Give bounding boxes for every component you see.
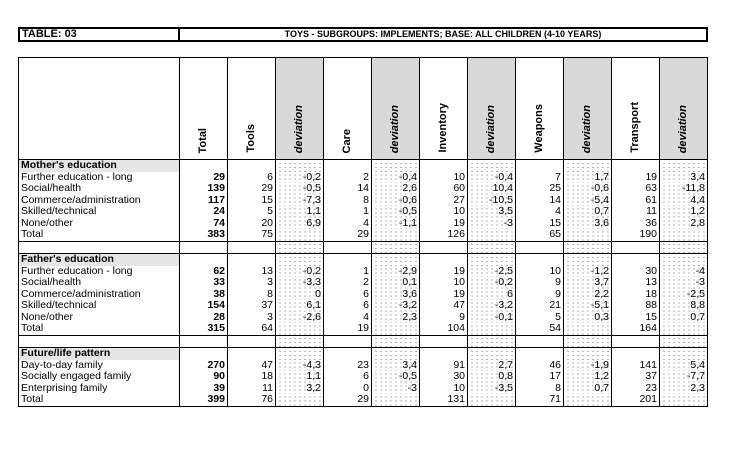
row-label: Skilled/technical <box>19 300 180 312</box>
table-row <box>19 300 708 312</box>
table-row <box>19 289 708 301</box>
total-row <box>19 229 708 241</box>
value-cell: 36 <box>612 218 660 230</box>
deviation-cell: 4,4 <box>660 195 708 207</box>
col-header-total: Total <box>180 58 228 160</box>
empty-cell <box>276 348 324 360</box>
value-cell: 23 <box>612 383 660 395</box>
spacer-cell <box>276 241 324 254</box>
spacer-cell <box>19 241 180 254</box>
value-cell: 383 <box>180 229 228 241</box>
value-cell: 1 <box>324 266 372 278</box>
deviation-cell <box>372 229 420 241</box>
row-label: Commerce/administration <box>19 195 180 207</box>
value-cell: 24 <box>180 206 228 218</box>
deviation-cell: 3,4 <box>372 360 420 372</box>
deviation-cell: 0,7 <box>660 312 708 324</box>
deviation-cell: -3 <box>660 277 708 289</box>
value-cell: 90 <box>180 371 228 383</box>
section-header-row <box>19 254 708 266</box>
value-cell: 3 <box>228 312 276 324</box>
deviation-cell: -1,2 <box>564 266 612 278</box>
value-cell: 164 <box>612 323 660 335</box>
value-cell: 6 <box>228 172 276 184</box>
deviation-cell <box>660 229 708 241</box>
table-row <box>19 312 708 324</box>
empty-cell <box>420 254 468 266</box>
header-row <box>19 58 708 160</box>
deviation-cell <box>660 394 708 406</box>
empty-cell <box>180 160 228 172</box>
value-cell: 4 <box>324 312 372 324</box>
value-cell: 9 <box>516 289 564 301</box>
value-cell: 21 <box>516 300 564 312</box>
value-cell: 54 <box>516 323 564 335</box>
deviation-cell <box>660 323 708 335</box>
deviation-cell <box>564 229 612 241</box>
deviation-cell <box>468 323 516 335</box>
empty-cell <box>180 348 228 360</box>
value-cell: 71 <box>516 394 564 406</box>
deviation-cell: 6,1 <box>276 300 324 312</box>
row-label: Skilled/technical <box>19 206 180 218</box>
value-cell: 20 <box>228 218 276 230</box>
deviation-cell <box>372 394 420 406</box>
empty-cell <box>516 254 564 266</box>
section-header-row <box>19 348 708 360</box>
spacer-cell <box>372 335 420 348</box>
value-cell: 30 <box>612 266 660 278</box>
deviation-cell: 1,2 <box>660 206 708 218</box>
table-row <box>19 383 708 395</box>
empty-cell <box>516 348 564 360</box>
value-cell: 18 <box>612 289 660 301</box>
value-cell: 8 <box>324 195 372 207</box>
col-header-tools: Tools <box>228 58 276 160</box>
deviation-cell: 6,9 <box>276 218 324 230</box>
value-cell: 23 <box>324 360 372 372</box>
spacer-cell <box>420 241 468 254</box>
deviation-cell: -3,2 <box>372 300 420 312</box>
value-cell: 30 <box>420 371 468 383</box>
row-label: Day-to-day family <box>19 360 180 372</box>
empty-cell <box>468 254 516 266</box>
row-label: None/other <box>19 312 180 324</box>
empty-cell <box>324 254 372 266</box>
value-cell: 75 <box>228 229 276 241</box>
deviation-cell: -0,5 <box>372 206 420 218</box>
deviation-cell: -7,7 <box>660 371 708 383</box>
row-label: None/other <box>19 218 180 230</box>
deviation-cell: -3,2 <box>468 300 516 312</box>
table-row <box>19 195 708 207</box>
deviation-cell <box>276 323 324 335</box>
value-cell: 10 <box>420 277 468 289</box>
value-cell: 13 <box>228 266 276 278</box>
deviation-cell <box>276 229 324 241</box>
empty-cell <box>228 254 276 266</box>
value-cell: 5 <box>228 206 276 218</box>
empty-cell <box>612 348 660 360</box>
empty-cell <box>372 348 420 360</box>
value-cell: 6 <box>324 289 372 301</box>
spacer-cell <box>612 335 660 348</box>
value-cell: 64 <box>228 323 276 335</box>
empty-cell <box>324 160 372 172</box>
value-cell: 139 <box>180 183 228 195</box>
total-row <box>19 323 708 335</box>
deviation-cell <box>276 394 324 406</box>
spacer-cell <box>468 335 516 348</box>
value-cell: 117 <box>180 195 228 207</box>
value-cell: 28 <box>180 312 228 324</box>
deviation-cell: 2,2 <box>564 289 612 301</box>
empty-cell <box>372 254 420 266</box>
deviation-cell: 0 <box>276 289 324 301</box>
empty-cell <box>276 254 324 266</box>
empty-cell <box>276 160 324 172</box>
spacer-cell <box>516 335 564 348</box>
spacer-cell <box>180 335 228 348</box>
col-header-deviation: deviation <box>372 58 420 160</box>
deviation-cell <box>468 229 516 241</box>
value-cell: 131 <box>420 394 468 406</box>
deviation-cell: -2,6 <box>276 312 324 324</box>
deviation-cell: -0,5 <box>276 183 324 195</box>
value-cell: 11 <box>612 206 660 218</box>
total-label: Total <box>19 394 180 406</box>
value-cell: 19 <box>420 289 468 301</box>
row-label: Commerce/administration <box>19 289 180 301</box>
empty-cell <box>516 160 564 172</box>
col-header-deviation: deviation <box>276 58 324 160</box>
deviation-cell <box>564 323 612 335</box>
value-cell: 37 <box>612 371 660 383</box>
spacer-cell <box>228 241 276 254</box>
value-cell: 10 <box>420 172 468 184</box>
value-cell: 15 <box>516 218 564 230</box>
empty-cell <box>180 254 228 266</box>
deviation-cell: -4,3 <box>276 360 324 372</box>
value-cell: 37 <box>228 300 276 312</box>
deviation-cell <box>468 394 516 406</box>
value-cell: 4 <box>516 206 564 218</box>
deviation-cell: 3,7 <box>564 277 612 289</box>
deviation-cell: 1,2 <box>564 371 612 383</box>
value-cell: 104 <box>420 323 468 335</box>
deviation-cell: 0,7 <box>564 383 612 395</box>
table-row <box>19 172 708 184</box>
deviation-cell: -0,2 <box>276 266 324 278</box>
empty-cell <box>420 160 468 172</box>
col-header-deviation: deviation <box>468 58 516 160</box>
deviation-cell: 0,1 <box>372 277 420 289</box>
table-row <box>19 218 708 230</box>
spacer-row <box>19 241 708 254</box>
deviation-cell: 2,7 <box>468 360 516 372</box>
deviation-cell: -0,6 <box>372 195 420 207</box>
value-cell: 8 <box>516 383 564 395</box>
empty-cell <box>564 160 612 172</box>
value-cell: 10 <box>516 266 564 278</box>
value-cell: 315 <box>180 323 228 335</box>
section-header-row <box>19 160 708 172</box>
header-corner <box>19 58 180 160</box>
deviation-cell: -0,4 <box>468 172 516 184</box>
value-cell: 25 <box>516 183 564 195</box>
value-cell: 46 <box>516 360 564 372</box>
value-cell: 65 <box>516 229 564 241</box>
value-cell: 8 <box>228 289 276 301</box>
spacer-cell <box>420 335 468 348</box>
deviation-cell: 10,4 <box>468 183 516 195</box>
deviation-cell: 2,6 <box>372 183 420 195</box>
total-label: Total <box>19 229 180 241</box>
spacer-cell <box>276 335 324 348</box>
row-label: Socially engaged family <box>19 371 180 383</box>
table-row <box>19 206 708 218</box>
section-heading: Mother's education <box>19 160 180 172</box>
table-row <box>19 371 708 383</box>
value-cell: 39 <box>180 383 228 395</box>
deviation-cell: -5,4 <box>564 195 612 207</box>
spacer-cell <box>660 335 708 348</box>
deviation-cell: 0,7 <box>564 206 612 218</box>
value-cell: 63 <box>612 183 660 195</box>
deviation-cell: -5,1 <box>564 300 612 312</box>
deviation-cell: -11,8 <box>660 183 708 195</box>
deviation-cell: -3,3 <box>276 277 324 289</box>
value-cell: 9 <box>516 277 564 289</box>
empty-cell <box>612 254 660 266</box>
value-cell: 62 <box>180 266 228 278</box>
value-cell: 10 <box>420 206 468 218</box>
col-header-deviation: deviation <box>660 58 708 160</box>
value-cell: 19 <box>420 218 468 230</box>
value-cell: 126 <box>420 229 468 241</box>
value-cell: 29 <box>228 183 276 195</box>
empty-cell <box>660 254 708 266</box>
row-label: Social/health <box>19 277 180 289</box>
value-cell: 14 <box>324 183 372 195</box>
empty-cell <box>564 348 612 360</box>
deviation-cell: -1,1 <box>372 218 420 230</box>
row-label: Further education - long <box>19 266 180 278</box>
empty-cell <box>660 160 708 172</box>
value-cell: 47 <box>228 360 276 372</box>
value-cell: 19 <box>324 323 372 335</box>
col-header-inventory: Inventory <box>420 58 468 160</box>
table-row <box>19 266 708 278</box>
deviation-cell: -0,2 <box>468 277 516 289</box>
deviation-cell <box>372 323 420 335</box>
section-heading: Father's education <box>19 254 180 266</box>
spacer-row <box>19 335 708 348</box>
table-row <box>19 277 708 289</box>
table-row <box>19 360 708 372</box>
deviation-cell: -7,3 <box>276 195 324 207</box>
spacer-cell <box>564 241 612 254</box>
spacer-cell <box>324 241 372 254</box>
spacer-cell <box>19 335 180 348</box>
value-cell: 7 <box>516 172 564 184</box>
value-cell: 27 <box>420 195 468 207</box>
deviation-cell: 1,1 <box>276 371 324 383</box>
data-table <box>18 57 708 407</box>
value-cell: 10 <box>420 383 468 395</box>
value-cell: 15 <box>228 195 276 207</box>
value-cell: 3 <box>228 277 276 289</box>
empty-cell <box>228 348 276 360</box>
value-cell: 11 <box>228 383 276 395</box>
value-cell: 14 <box>516 195 564 207</box>
deviation-cell: -0,1 <box>468 312 516 324</box>
value-cell: 5 <box>516 312 564 324</box>
spacer-cell <box>468 241 516 254</box>
col-header-deviation: deviation <box>564 58 612 160</box>
spacer-cell <box>324 335 372 348</box>
deviation-cell: 2,3 <box>660 383 708 395</box>
deviation-cell: 3,4 <box>660 172 708 184</box>
deviation-cell: 3,6 <box>564 218 612 230</box>
empty-cell <box>228 160 276 172</box>
value-cell: 4 <box>324 218 372 230</box>
deviation-cell: 3,5 <box>468 206 516 218</box>
empty-cell <box>468 160 516 172</box>
deviation-cell: 1,1 <box>276 206 324 218</box>
table-title-bar <box>18 27 708 42</box>
value-cell: 9 <box>420 312 468 324</box>
value-cell: 13 <box>612 277 660 289</box>
value-cell: 399 <box>180 394 228 406</box>
deviation-cell: -0,4 <box>372 172 420 184</box>
value-cell: 19 <box>420 266 468 278</box>
deviation-cell: -10,5 <box>468 195 516 207</box>
empty-cell <box>420 348 468 360</box>
empty-cell <box>468 348 516 360</box>
value-cell: 61 <box>612 195 660 207</box>
value-cell: 91 <box>420 360 468 372</box>
deviation-cell: -4 <box>660 266 708 278</box>
col-header-care: Care <box>324 58 372 160</box>
deviation-cell: -0,5 <box>372 371 420 383</box>
table-row <box>19 183 708 195</box>
deviation-cell: -3 <box>372 383 420 395</box>
deviation-cell <box>564 394 612 406</box>
spacer-cell <box>228 335 276 348</box>
row-label: Further education - long <box>19 172 180 184</box>
deviation-cell: 0,8 <box>468 371 516 383</box>
table-number: TABLE: 03 <box>20 29 180 40</box>
col-header-transport: Transport <box>612 58 660 160</box>
deviation-cell: 0,3 <box>564 312 612 324</box>
row-label: Enterprising family <box>19 383 180 395</box>
empty-cell <box>612 160 660 172</box>
deviation-cell: -2,5 <box>468 266 516 278</box>
value-cell: 154 <box>180 300 228 312</box>
spacer-cell <box>516 241 564 254</box>
row-label: Social/health <box>19 183 180 195</box>
empty-cell <box>372 160 420 172</box>
deviation-cell: 1,7 <box>564 172 612 184</box>
value-cell: 47 <box>420 300 468 312</box>
value-cell: 2 <box>324 172 372 184</box>
deviation-cell: -0,2 <box>276 172 324 184</box>
empty-cell <box>660 348 708 360</box>
value-cell: 1 <box>324 206 372 218</box>
empty-cell <box>564 254 612 266</box>
value-cell: 18 <box>228 371 276 383</box>
value-cell: 6 <box>324 300 372 312</box>
value-cell: 74 <box>180 218 228 230</box>
deviation-cell: 5,4 <box>660 360 708 372</box>
table-caption: TOYS - SUBGROUPS: IMPLEMENTS; BASE: ALL CHILDREN (4-10 YEARS) <box>284 29 602 39</box>
value-cell: 19 <box>612 172 660 184</box>
deviation-cell: 2,3 <box>372 312 420 324</box>
empty-cell <box>324 348 372 360</box>
deviation-cell: -3,5 <box>468 383 516 395</box>
deviation-cell: -2,9 <box>372 266 420 278</box>
value-cell: 17 <box>516 371 564 383</box>
deviation-cell: 2,8 <box>660 218 708 230</box>
spacer-cell <box>180 241 228 254</box>
spacer-cell <box>660 241 708 254</box>
value-cell: 141 <box>612 360 660 372</box>
deviation-cell: -1,9 <box>564 360 612 372</box>
value-cell: 190 <box>612 229 660 241</box>
value-cell: 29 <box>180 172 228 184</box>
value-cell: 201 <box>612 394 660 406</box>
spacer-cell <box>564 335 612 348</box>
deviation-cell: -2,5 <box>660 289 708 301</box>
deviation-cell: 8,8 <box>660 300 708 312</box>
deviation-cell: 6 <box>468 289 516 301</box>
value-cell: 15 <box>612 312 660 324</box>
value-cell: 29 <box>324 394 372 406</box>
value-cell: 76 <box>228 394 276 406</box>
value-cell: 60 <box>420 183 468 195</box>
value-cell: 88 <box>612 300 660 312</box>
value-cell: 33 <box>180 277 228 289</box>
value-cell: 2 <box>324 277 372 289</box>
value-cell: 270 <box>180 360 228 372</box>
value-cell: 0 <box>324 383 372 395</box>
value-cell: 38 <box>180 289 228 301</box>
spacer-cell <box>372 241 420 254</box>
deviation-cell: -3 <box>468 218 516 230</box>
spacer-cell <box>612 241 660 254</box>
deviation-cell: 3,2 <box>276 383 324 395</box>
deviation-cell: -0,6 <box>564 183 612 195</box>
total-label: Total <box>19 323 180 335</box>
value-cell: 29 <box>324 229 372 241</box>
section-heading: Future/life pattern <box>19 348 180 360</box>
value-cell: 6 <box>324 371 372 383</box>
total-row <box>19 394 708 406</box>
col-header-weapons: Weapons <box>516 58 564 160</box>
deviation-cell: 3,6 <box>372 289 420 301</box>
